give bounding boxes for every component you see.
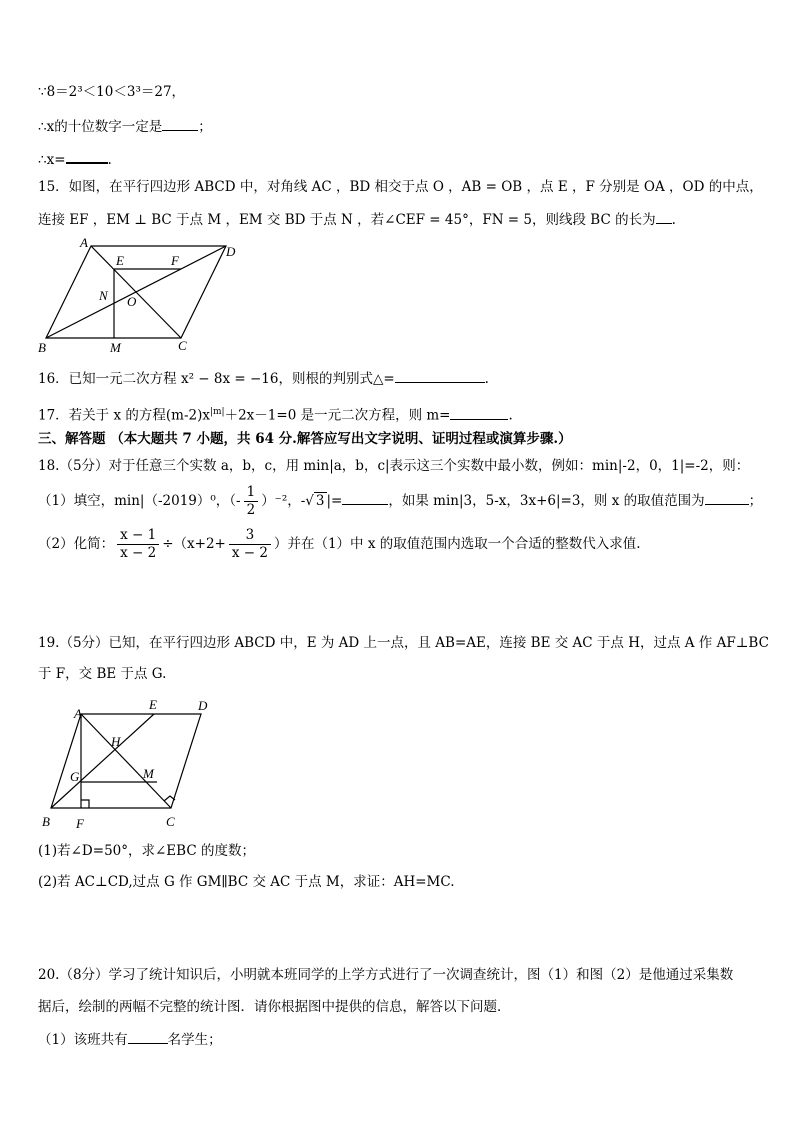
answer-blank[interactable] xyxy=(395,368,485,383)
label-F: F xyxy=(76,816,84,831)
label-O: O xyxy=(127,294,137,309)
q20-text-line-1: 20.（8分）学习了统计知识后，小明就本班同学的上学方式进行了一次调查统计，图（1）和图（2）是他通过采集数 xyxy=(38,967,734,983)
label-M: M xyxy=(110,340,121,355)
q15-text-line-2: 连接 EF ，EM ⊥ BC 于点 M ，EM 交 BD 于点 N ，若∠CEF = 45°，FN = 5，则线段 BC 的长为 . xyxy=(38,209,676,229)
section-heading: 三、解答题 （本大题共 7 小题，共 64 分.解答应写出文字说明、证明过程或演算步骤.） xyxy=(38,431,572,447)
label-D: D xyxy=(226,244,236,259)
label-B: B xyxy=(38,340,46,355)
label-G: G xyxy=(70,769,80,784)
label-M: M xyxy=(143,766,154,781)
diagonal-bd xyxy=(46,246,226,338)
answer-blank[interactable] xyxy=(342,490,388,505)
answer-blank[interactable] xyxy=(705,490,749,505)
label-A: A xyxy=(74,706,82,721)
label-C: C xyxy=(166,814,175,829)
label-E: E xyxy=(149,697,157,712)
q19-part-2: (2)若 AC⊥CD,过点 G 作 GM∥BC 交 AC 于点 M，求证：AH=MC. xyxy=(38,874,455,890)
q15-parallelogram-figure xyxy=(36,236,246,358)
q19-parallelogram-figure xyxy=(36,692,216,834)
q20-text-line-2: 据后，绘制的两幅不完整的统计图．请你根据图中提供的信息，解答以下问题． xyxy=(38,999,511,1015)
answer-blank[interactable] xyxy=(128,1029,168,1044)
q18-stem: 18.（5分）对于任意三个实数 a，b，c，用 min|a，b，c|表示这三个实数中最小数，例如：min|-2，0，1|=-2，则： xyxy=(38,458,750,474)
q18-part-2: （2）化简： $\frac{x - 1}{x - 2}$ ÷（x+2+ $\frac{3}{x - 2}$ ）并在（1）中 x 的取值范围内选取一个合适的整数代入求值. xyxy=(38,527,641,561)
diagonal-ac xyxy=(81,714,171,808)
label-A: A xyxy=(80,236,88,250)
statement-line-3: ∴x= . xyxy=(38,148,112,169)
label-F: F xyxy=(171,253,179,268)
statement-line-2: ∴x的十位数字一定是 ； xyxy=(38,116,212,136)
answer-blank[interactable] xyxy=(66,148,108,164)
right-angle-mark-f xyxy=(81,800,89,808)
q19-text-line-1: 19.（5分）已知，在平行四边形 ABCD 中，E 为 AD 上一点，且 AB=AE，连接 BE 交 AC 于点 H，过点 A 作 AF⊥BC xyxy=(38,635,769,651)
answer-blank[interactable] xyxy=(450,405,508,420)
label-D: D xyxy=(198,698,208,713)
q15-text-line-1: 15．如图，在平行四边形 ABCD 中，对角线 AC ，BD 相交于点 O ，AB = OB ，点 E ，F 分别是 OA ，OD 的中点， xyxy=(38,179,763,195)
label-H: H xyxy=(111,734,121,749)
q20-part-1: （1）该班共有 名学生； xyxy=(38,1029,222,1049)
label-B: B xyxy=(42,814,50,829)
statement-line-1: ∵8＝2³＜10＜3³＝27， xyxy=(38,84,186,100)
label-N: N xyxy=(99,288,108,303)
q17-text: 17．若关于 x 的方程$(m-2)x^{|m|}+2x-1=0$ 是一元二次方程，则 m= . xyxy=(38,403,513,425)
q19-part-1: (1)若∠D=50°，求∠EBC 的度数； xyxy=(38,843,255,859)
label-C: C xyxy=(178,338,187,353)
q16-text: 16．已知一元二次方程 x² − 8x = −16，则根的判别式△= . xyxy=(38,368,489,388)
label-E: E xyxy=(116,253,124,268)
q18-part-1: （1）填空，min|（-2019）⁰，（- $\frac{1}{2}$ ）⁻²，-√ 3 |= ，如果 min|3，5-x，3x+6|=3，则 x 的取值范围为 ； xyxy=(38,484,763,518)
sqrt-icon: √ xyxy=(305,493,314,509)
answer-blank[interactable] xyxy=(162,116,198,131)
q19-text-line-2: 于 F，交 BE 于点 G. xyxy=(38,666,167,682)
answer-blank[interactable] xyxy=(656,209,672,224)
